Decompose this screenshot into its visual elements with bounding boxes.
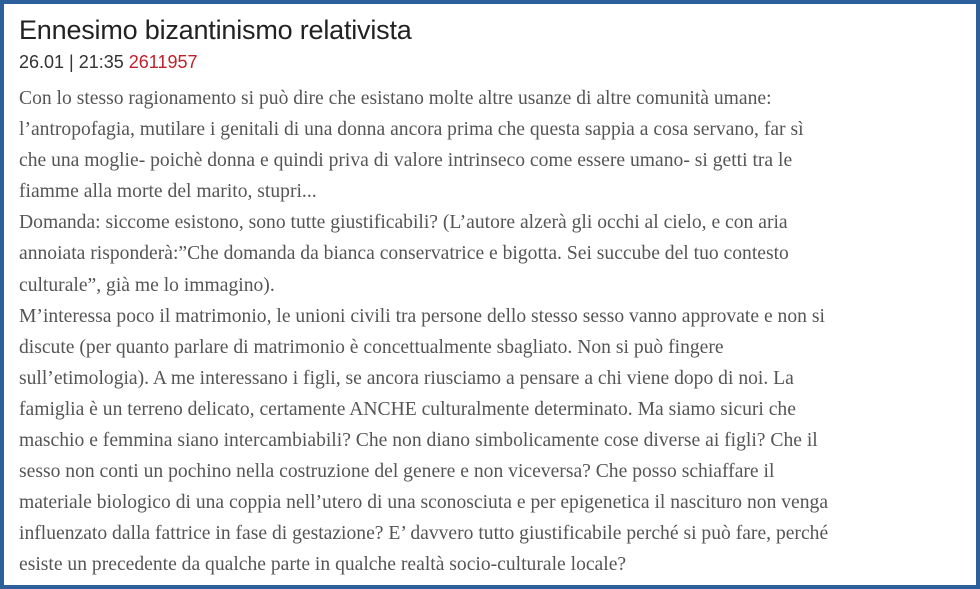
comment-body-line: culturale”, già me lo immagino).	[19, 274, 275, 296]
comment-body-line: Domanda: siccome esistono, sono tutte giustificabili? (L’autore alzerà gli occhi al cielo, e con aria	[19, 212, 788, 234]
comment-meta	[19, 52, 198, 73]
comment-body-line: M’interessa poco il matrimonio, le unioni civili tra persone dello stesso sesso vanno approvate e non si	[19, 305, 825, 327]
comment-body-line: annoiata risponderà:”Che domanda da bianca conservatrice e bigotta. Sei succube del tuo contesto	[19, 243, 789, 265]
comment-body-line: materiale biologico di una coppia nell’utero di una sconosciuta e per epigenetica il nascituro non venga	[19, 492, 829, 514]
comment-body-line: esiste un precedente da qualche parte in qualche realtà socio-culturale locale?	[19, 554, 627, 576]
comment-body-line: l’antropofagia, mutilare i genitali di una donna ancora prima che questa sappia a cosa servano, far sì	[19, 119, 804, 141]
comment-body-line: maschio e femmina siano intercambiabili? Che non diano simbolicamente cose diverse ai figli? Che il	[19, 430, 818, 452]
comment-body-line: sull’etimologia). A me interessano i figli, se ancora riusciamo a pensare a chi viene dopo di noi. La	[19, 367, 794, 389]
comment-title: Ennesimo bizantinismo relativista	[19, 15, 412, 45]
comment-body-line: famiglia è un terreno delicato, certamente ANCHE culturalmente determinato. Ma siamo sicuri che	[19, 398, 796, 420]
comment-body-line: sesso non conti un pochino nella costruzione del genere e non viceversa? Che posso schiaffare il	[19, 461, 775, 483]
comment-id-link[interactable]: 2611957	[128, 52, 198, 72]
comment-body-line: fiamme alla morte del marito, stupri...	[19, 181, 317, 203]
comment-body	[19, 83, 964, 581]
comment-body-line: Con lo stesso ragionamento si può dire che esistano molte altre usanze di altre comunità umane:	[19, 88, 772, 109]
comment-body-line: influenzato dalla fattrice in fase di gestazione? E’ davvero tutto giustificabile perché si può fare, perché	[19, 523, 829, 545]
comment-date-time: 26.01 | 21:35	[19, 52, 124, 72]
comment-body-line: discute (per quanto parlare di matrimonio è concettualmente sbagliato. Non si può fingere	[19, 336, 724, 358]
comment-body-line: che una moglie- poichè donna e quindi priva di valore intrinseco come essere umano- si getti tra le	[19, 150, 793, 172]
